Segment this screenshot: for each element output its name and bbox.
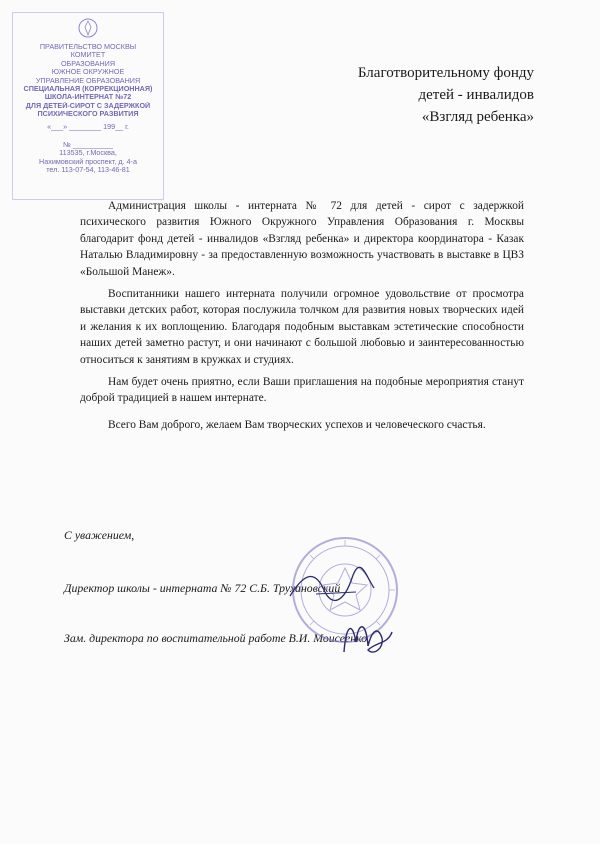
stamp-line: ДЛЯ ДЕТЕЙ-СИРОТ С ЗАДЕРЖКОЙ <box>25 101 151 110</box>
deputy-title: Зам. директора по воспитательной работе <box>64 631 286 645</box>
closing-regards: С уважением, <box>64 528 135 542</box>
stamp-number-line: № __________ <box>63 141 113 150</box>
letter-body <box>80 198 524 439</box>
director-name: С.Б. Трухановский <box>249 581 341 595</box>
deputy-handwritten-signature <box>338 612 396 664</box>
stamp-line: ПРАВИТЕЛЬСТВО МОСКВЫ <box>39 43 137 51</box>
stamp-phones: тел. 113-07-54, 113-46-81 <box>46 166 130 175</box>
letterhead-stamp <box>12 12 164 200</box>
stamp-line: ЮЖНОЕ ОКРУЖНОЕ <box>51 68 125 77</box>
stamp-address: 113535, г.Москва, <box>59 149 117 158</box>
body-paragraph: Администрация школы - интерната № 72 для детей - сирот с задержкой психического развития Южного Окружного Управления Образования г. Москвы благодарит фонд детей - инвалидов «Взгляд ребенка» и директора координатора - Казак Наталью Владимировну - за предоставленную возможность участвовать в выставке в ЦВЗ «Большой Манеж». <box>80 200 524 278</box>
addressee-line: детей - инвалидов <box>418 87 534 103</box>
stamp-line: ОБРАЗОВАНИЯ <box>60 59 116 68</box>
stamp-line: ШКОЛА-ИНТЕРНАТ №72 <box>44 93 132 102</box>
coat-of-arms-icon <box>77 17 99 39</box>
stamp-address: Нахимовский проспект, д. 4-а <box>39 157 137 166</box>
director-title: Директор школы - интерната № 72 <box>64 581 247 595</box>
stamp-line: КОМИТЕТ <box>70 51 106 60</box>
addressee-line: Благотворительному фонду <box>357 65 534 81</box>
body-paragraph: Нам будет очень приятно, если Ваши приглашения на подобные мероприятия станут доброй традицией в нашем интернате. <box>80 376 524 405</box>
stamp-line: УПРАВЛЕНИЕ ОБРАЗОВАНИЯ <box>35 76 141 85</box>
stamp-date-line: «___» ________ 199__ г. <box>47 122 129 131</box>
body-paragraph: Воспитанники нашего интерната получили огромное удовольствие от просмотра выставки детских работ, которая послужила толчком для развития новых творческих идей и желания к их воплощению. Благодаря подобным выставкам эстетические способности наших детей заметно растут, и они начинают с большой любовью и заинтересованностью относиться к занятиям в кружках и студиях. <box>80 288 524 366</box>
stamp-line: ПСИХИЧЕСКОГО РАЗВИТИЯ <box>37 110 139 119</box>
addressee-line: «Взгляд ребенка» <box>421 109 534 125</box>
addressee-block <box>358 62 534 128</box>
body-paragraph: Всего Вам доброго, желаем Вам творческих успехов и человеческого счастья. <box>108 418 486 431</box>
stamp-line: СПЕЦИАЛЬНАЯ (КОРРЕКЦИОННАЯ) <box>23 85 153 94</box>
director-handwritten-signature <box>286 566 378 606</box>
deputy-name: В.И. Моисеенко <box>288 631 368 645</box>
